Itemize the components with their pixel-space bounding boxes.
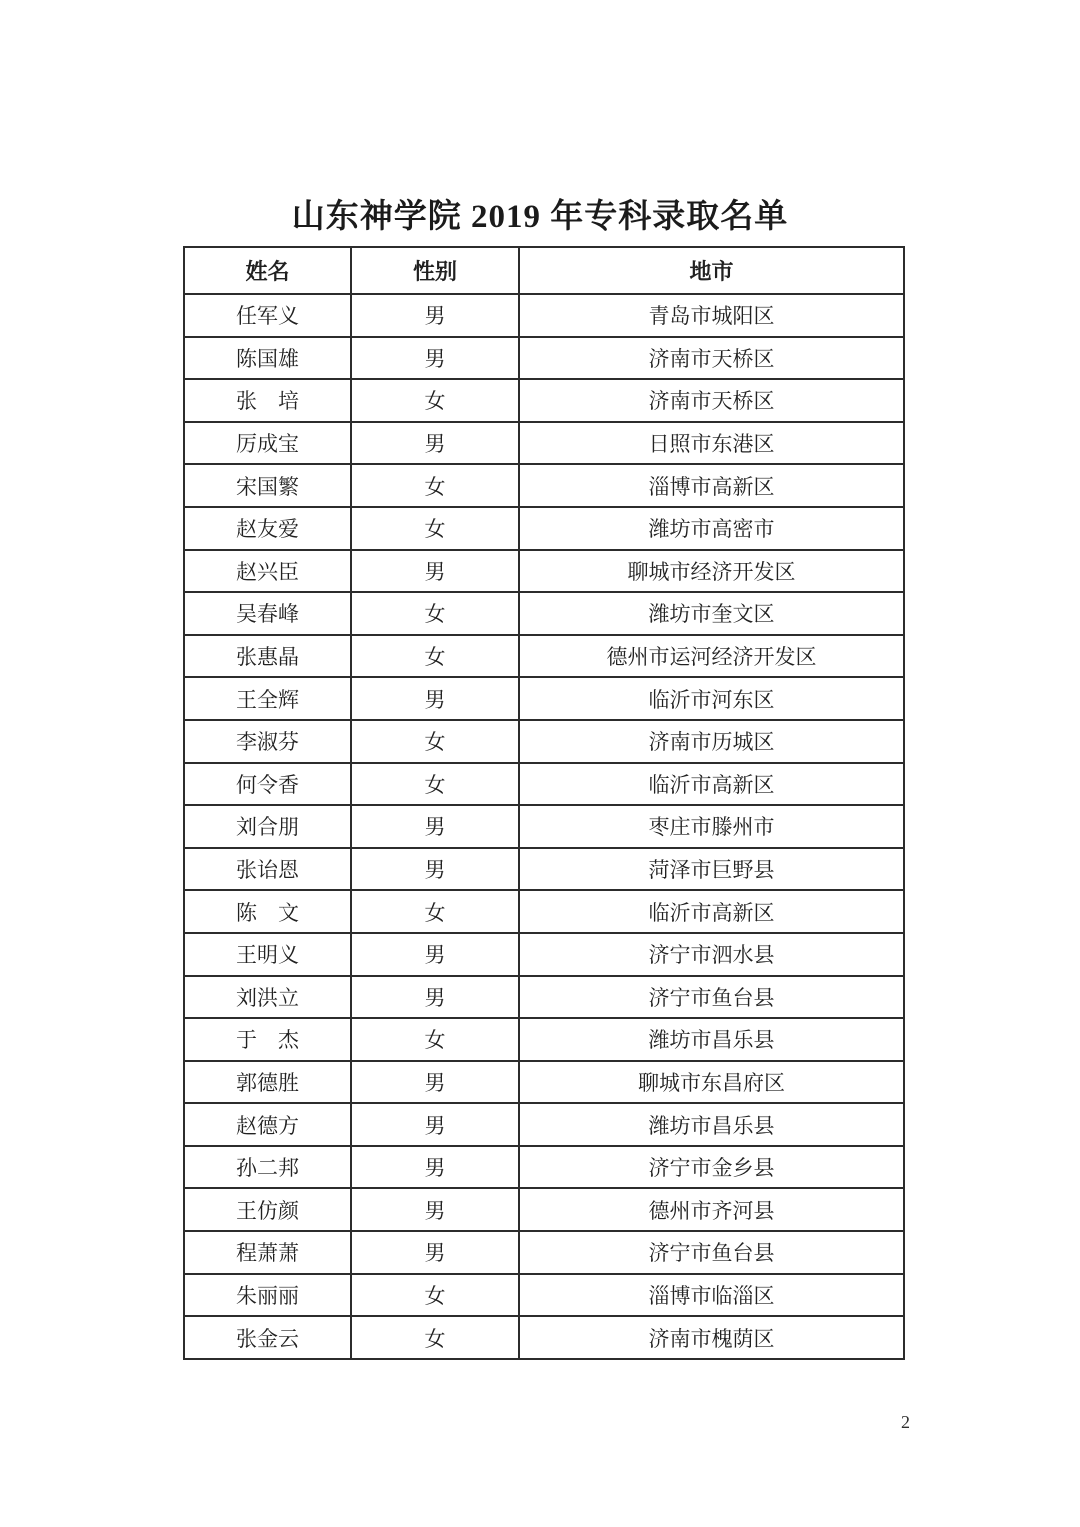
- student-city: 济南市槐荫区: [519, 1316, 904, 1359]
- table-body: [184, 294, 904, 1359]
- student-city: 日照市东港区: [519, 422, 904, 465]
- student-name: 任军义: [184, 294, 351, 337]
- student-city: 菏泽市巨野县: [519, 848, 904, 891]
- column-header-name: 姓名: [184, 247, 351, 294]
- student-gender: 女: [351, 379, 519, 422]
- page-number: 2: [901, 1412, 910, 1432]
- student-name: 李淑芬: [184, 720, 351, 763]
- table-row: [184, 1061, 904, 1104]
- student-gender: 男: [351, 422, 519, 465]
- table-row: [184, 890, 904, 933]
- table-row: [184, 1231, 904, 1274]
- student-name: 赵友爱: [184, 507, 351, 550]
- student-city: 青岛市城阳区: [519, 294, 904, 337]
- column-header-gender: 性别: [351, 247, 519, 294]
- student-city: 聊城市经济开发区: [519, 550, 904, 593]
- student-gender: 女: [351, 464, 519, 507]
- table-row: [184, 720, 904, 763]
- student-name: 郭德胜: [184, 1061, 351, 1104]
- column-header-city: 地市: [519, 247, 904, 294]
- student-gender: 女: [351, 1018, 519, 1061]
- admission-roster-table: [183, 246, 905, 1360]
- table-row: [184, 763, 904, 806]
- student-gender: 男: [351, 677, 519, 720]
- student-gender: 男: [351, 337, 519, 380]
- student-name: 王全辉: [184, 677, 351, 720]
- student-name: 宋国繁: [184, 464, 351, 507]
- table-row: [184, 635, 904, 678]
- student-gender: 女: [351, 635, 519, 678]
- student-city: 聊城市东昌府区: [519, 1061, 904, 1104]
- student-gender: 女: [351, 592, 519, 635]
- student-city: 潍坊市昌乐县: [519, 1018, 904, 1061]
- table-row: [184, 1018, 904, 1061]
- student-name: 吴春峰: [184, 592, 351, 635]
- student-gender: 男: [351, 976, 519, 1019]
- student-name: 孙二邦: [184, 1146, 351, 1189]
- student-name: 程萧萧: [184, 1231, 351, 1274]
- student-gender: 男: [351, 933, 519, 976]
- student-city: 济南市天桥区: [519, 337, 904, 380]
- student-name: 朱丽丽: [184, 1274, 351, 1317]
- table-row: [184, 422, 904, 465]
- student-gender: 男: [351, 550, 519, 593]
- student-gender: 男: [351, 805, 519, 848]
- student-name: 刘合朋: [184, 805, 351, 848]
- student-city: 济宁市泗水县: [519, 933, 904, 976]
- student-city: 德州市运河经济开发区: [519, 635, 904, 678]
- table-row: [184, 677, 904, 720]
- student-name: 王明义: [184, 933, 351, 976]
- table-row: [184, 337, 904, 380]
- student-gender: 女: [351, 763, 519, 806]
- table-row: [184, 1103, 904, 1146]
- student-gender: 男: [351, 1061, 519, 1104]
- table-row: [184, 379, 904, 422]
- page-title: 山东神学院 2019 年专科录取名单: [291, 199, 789, 235]
- student-city: 淄博市临淄区: [519, 1274, 904, 1317]
- student-gender: 男: [351, 1103, 519, 1146]
- student-city: 济宁市鱼台县: [519, 976, 904, 1019]
- student-name: 赵德方: [184, 1103, 351, 1146]
- student-name: 刘洪立: [184, 976, 351, 1019]
- student-name: 张金云: [184, 1316, 351, 1359]
- table-row: [184, 1274, 904, 1317]
- table-header-row: [184, 247, 904, 294]
- table-row: [184, 848, 904, 891]
- student-gender: 男: [351, 848, 519, 891]
- student-gender: 女: [351, 1274, 519, 1317]
- student-name: 张惠晶: [184, 635, 351, 678]
- table-row: [184, 1316, 904, 1359]
- student-gender: 女: [351, 720, 519, 763]
- student-gender: 女: [351, 1316, 519, 1359]
- student-name: 赵兴臣: [184, 550, 351, 593]
- student-name: 厉成宝: [184, 422, 351, 465]
- table-row: [184, 294, 904, 337]
- table-row: [184, 507, 904, 550]
- table-row: [184, 805, 904, 848]
- student-city: 临沂市高新区: [519, 763, 904, 806]
- student-gender: 女: [351, 890, 519, 933]
- table-row: [184, 976, 904, 1019]
- student-name: 王仿颜: [184, 1188, 351, 1231]
- student-city: 济宁市金乡县: [519, 1146, 904, 1189]
- student-gender: 男: [351, 294, 519, 337]
- student-city: 济南市历城区: [519, 720, 904, 763]
- student-name: 陈国雄: [184, 337, 351, 380]
- student-city: 临沂市高新区: [519, 890, 904, 933]
- student-city: 潍坊市奎文区: [519, 592, 904, 635]
- student-city: 潍坊市高密市: [519, 507, 904, 550]
- student-gender: 男: [351, 1188, 519, 1231]
- table-row: [184, 550, 904, 593]
- table-row: [184, 592, 904, 635]
- table-row: [184, 1146, 904, 1189]
- student-city: 济南市天桥区: [519, 379, 904, 422]
- student-gender: 女: [351, 507, 519, 550]
- table-row: [184, 464, 904, 507]
- student-city: 德州市齐河县: [519, 1188, 904, 1231]
- student-city: 淄博市高新区: [519, 464, 904, 507]
- table-row: [184, 933, 904, 976]
- student-gender: 男: [351, 1146, 519, 1189]
- student-name: 张诒恩: [184, 848, 351, 891]
- student-city: 济宁市鱼台县: [519, 1231, 904, 1274]
- student-city: 临沂市河东区: [519, 677, 904, 720]
- student-city: 潍坊市昌乐县: [519, 1103, 904, 1146]
- student-city: 枣庄市滕州市: [519, 805, 904, 848]
- student-gender: 男: [351, 1231, 519, 1274]
- student-name: 何令香: [184, 763, 351, 806]
- student-name: 陈 文: [184, 890, 351, 933]
- student-name: 于 杰: [184, 1018, 351, 1061]
- table-row: [184, 1188, 904, 1231]
- student-name: 张 培: [184, 379, 351, 422]
